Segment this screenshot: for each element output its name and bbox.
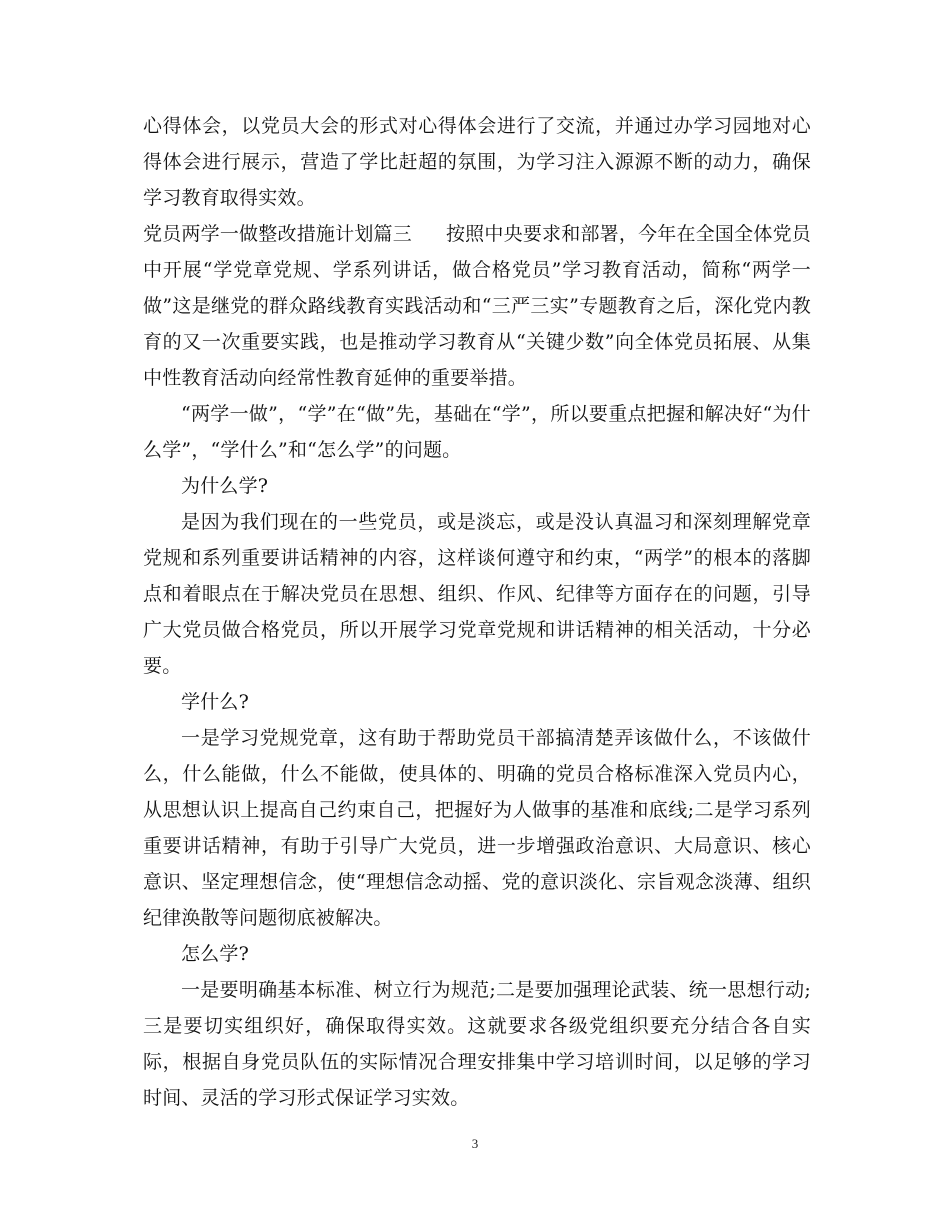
paragraph-how-to-learn: 一是要明确基本标准、树立行为规范;二是要加强理论武装、统一思想行动;三是要切实组织好，确保取得实效。这就要求各级党组织要充分结合各自实际，根据自身党员队伍的实际情况合理安排集中学习培训时间，以足够的学习时间、灵活的学习形式保证学习实效。	[143, 979, 811, 1109]
section-intro-text: 按照中央要求和部署，今年在全国全体党员中开展“学党章党规、学系列讲话，做合格党员”学习教育活动，简称“两学一做”这是继党的群众路线教育实践活动和“三严三实”专题教育之后，深化党内教育的又一次重要实践，也是推动学习教育从“关键少数”向全体党员拓展、从集中性教育活动向经常性教育延伸的重要举措。	[143, 223, 811, 389]
paragraph-what-to-learn: 一是学习党规党章，这有助于帮助党员干部搞清楚弄该做什么，不该做什么，什么能做，什么不能做，使具体的、明确的党员合格标准深入党员内心，从思想认识上提高自己约束自己，把握好为人做事的基准和底线;二是学习系列重要讲话精神，有助于引导广大党员，进一步增强政治意识、大局意识、核心意识、坚定理想信念，使“理想信念动摇、党的意识淡化、宗旨观念淡薄、组织纪律涣散等问题彻底被解决。	[143, 727, 811, 929]
paragraph-section-three-intro	[143, 216, 811, 396]
subheading-how-to-learn: 怎么学?	[181, 943, 249, 965]
paragraph-why-learn: 是因为我们现在的一些党员，或是淡忘，或是没认真温习和深刻理解党章党规和系列重要讲话精神的内容，这样谈何遵守和约束，“两学”的根本的落脚点和着眼点在于解决党员在思想、组织、作风、纪律等方面存在的问题，引导广大党员做合格党员，所以开展学习党章党规和讲话精神的相关活动，十分必要。	[143, 511, 811, 677]
page-number: 3	[471, 1136, 479, 1151]
paragraph-continuation: 心得体会，以党员大会的形式对心得体会进行了交流，并通过办学习园地对心得体会进行展示，营造了学比赶超的氛围，为学习注入源源不断的动力，确保学习教育取得实效。	[143, 115, 811, 209]
subheading-why-learn: 为什么学?	[181, 475, 269, 497]
subheading-what-to-learn: 学什么?	[181, 691, 249, 713]
document-body	[143, 108, 811, 1116]
section-heading: 党员两学一做整改措施计划篇三	[143, 223, 412, 245]
paragraph-two-learn-one-do: “两学一做”，“学”在“做”先，基础在“学”，所以要重点把握和解决好“为什么学”，“学什么”和“怎么学”的问题。	[143, 403, 811, 461]
